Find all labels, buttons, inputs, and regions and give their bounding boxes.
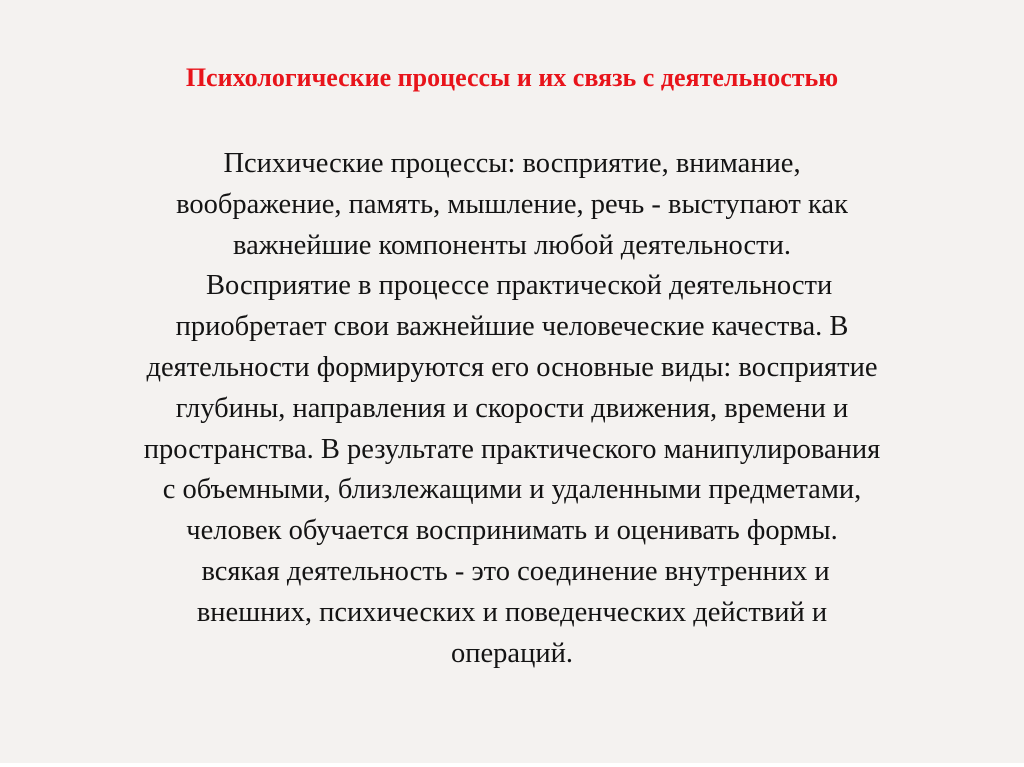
slide-title: Психологические процессы и их связь с деятельностью (185, 63, 839, 92)
body-line: человек обучается воспринимать и оценивать формы. (186, 515, 838, 547)
body-line: внешних, психических и поведенческих действий и (196, 596, 828, 628)
body-line: воображение, память, мышление, речь - выступают как (176, 188, 848, 220)
body-line: глубины, направления и скорости движения, времени и (175, 392, 849, 424)
body-line: операций. (451, 637, 573, 669)
body-line: важнейшие компоненты любой деятельности. (233, 229, 791, 261)
body-line: пространства. В результате практического манипулирования (143, 433, 881, 465)
body-line: Психические процессы: восприятие, внимание, (223, 148, 801, 179)
body-line: приобретает свои важнейшие человеческие качества. В (175, 311, 849, 343)
slide-body (40, 144, 984, 674)
body-line: с объемными, близлежащими и удаленными предметами, (162, 474, 862, 506)
body-line: Восприятие в процессе практической деятельности (191, 270, 833, 302)
body-line: деятельности формируются его основные виды: восприятие (146, 351, 878, 383)
body-line: всякая деятельность - это соединение внутренних и (194, 555, 830, 587)
